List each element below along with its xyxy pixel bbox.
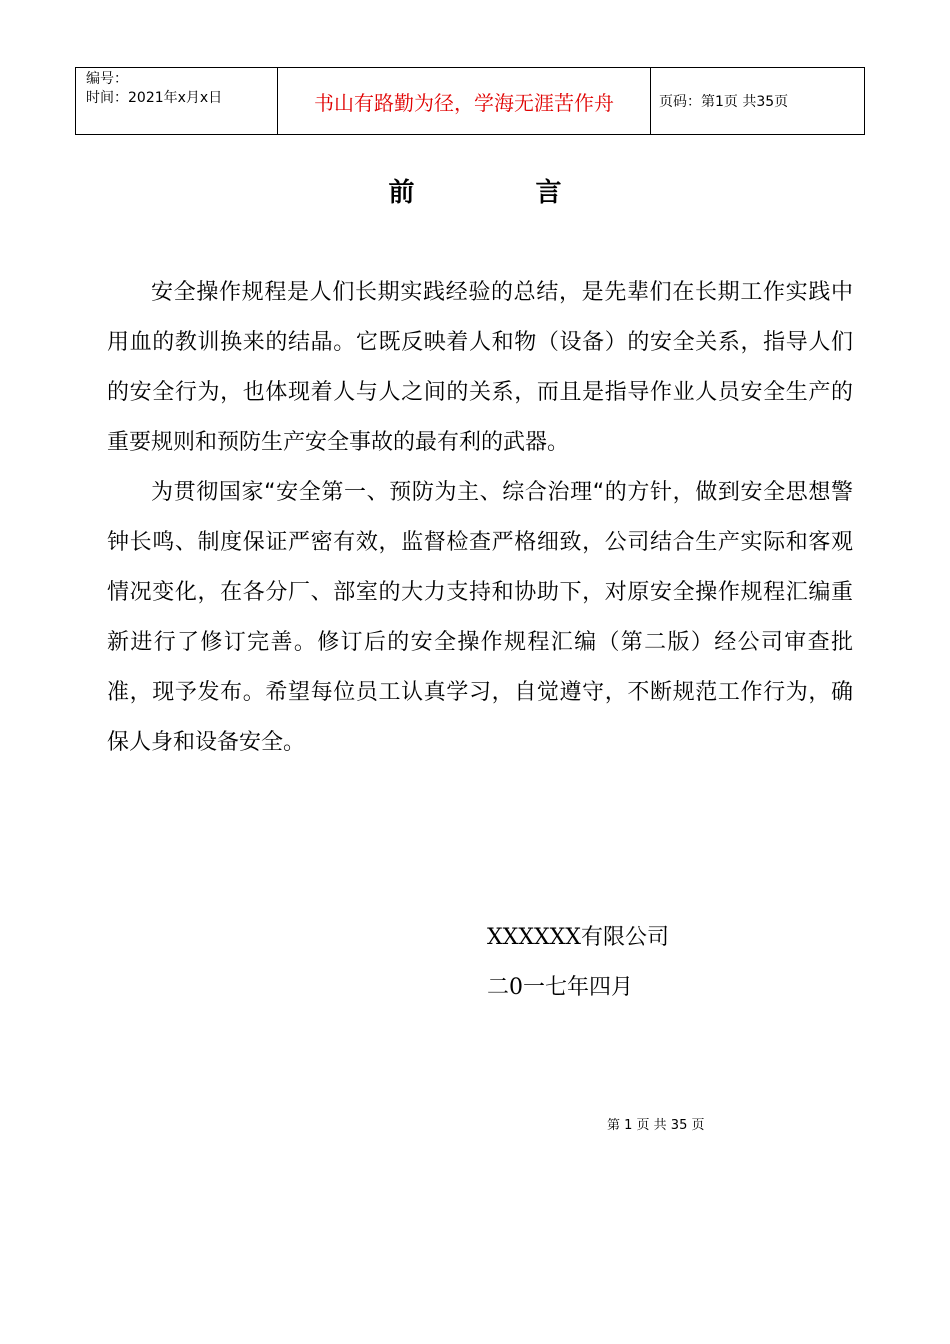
motto-cell	[278, 68, 651, 134]
serial-number-label: 编号：	[86, 71, 128, 87]
page-footer: 第 1 页 共 35 页	[607, 1118, 705, 1133]
paragraph: 安全操作规程是人们长期实践经验的总结，是先辈们在长期工作实践中用血的教训换来的结晶。它既反映着人和物（设备）的安全关系，指导人们的安全行为，也体现着人与人之间的关系，而且是指导作业人员安全生产的重要规则和预防生产安全事故的最有利的武器。	[107, 280, 853, 455]
signature-block	[487, 913, 669, 1013]
page-code-text: 页码：第1页 共35页	[659, 94, 789, 110]
header-table	[75, 67, 865, 135]
signature-date: 二0一七年四月	[487, 975, 633, 1000]
document-body	[107, 268, 853, 768]
header-info-cell	[76, 68, 278, 134]
document-title: 前 言	[388, 178, 618, 208]
company-name: XXXXXX有限公司	[487, 925, 669, 950]
motto-text: 书山有路勤为径，学海无涯苦作舟	[314, 90, 614, 115]
page-code-cell	[651, 68, 864, 134]
time-label: 时间：2021年x月x日	[86, 90, 223, 106]
paragraph: 为贯彻国家“安全第一、预防为主、综合治理“的方针，做到安全思想警钟长鸣、制度保证严密有效，监督检查严格细致，公司结合生产实际和客观情况变化，在各分厂、部室的大力支持和协助下，对原安全操作规程汇编重新进行了修订完善。修订后的安全操作规程汇编（第二版）经公司审查批准，现予发布。希望每位员工认真学习，自觉遵守，不断规范工作行为，确保人身和设备安全。	[107, 480, 853, 755]
